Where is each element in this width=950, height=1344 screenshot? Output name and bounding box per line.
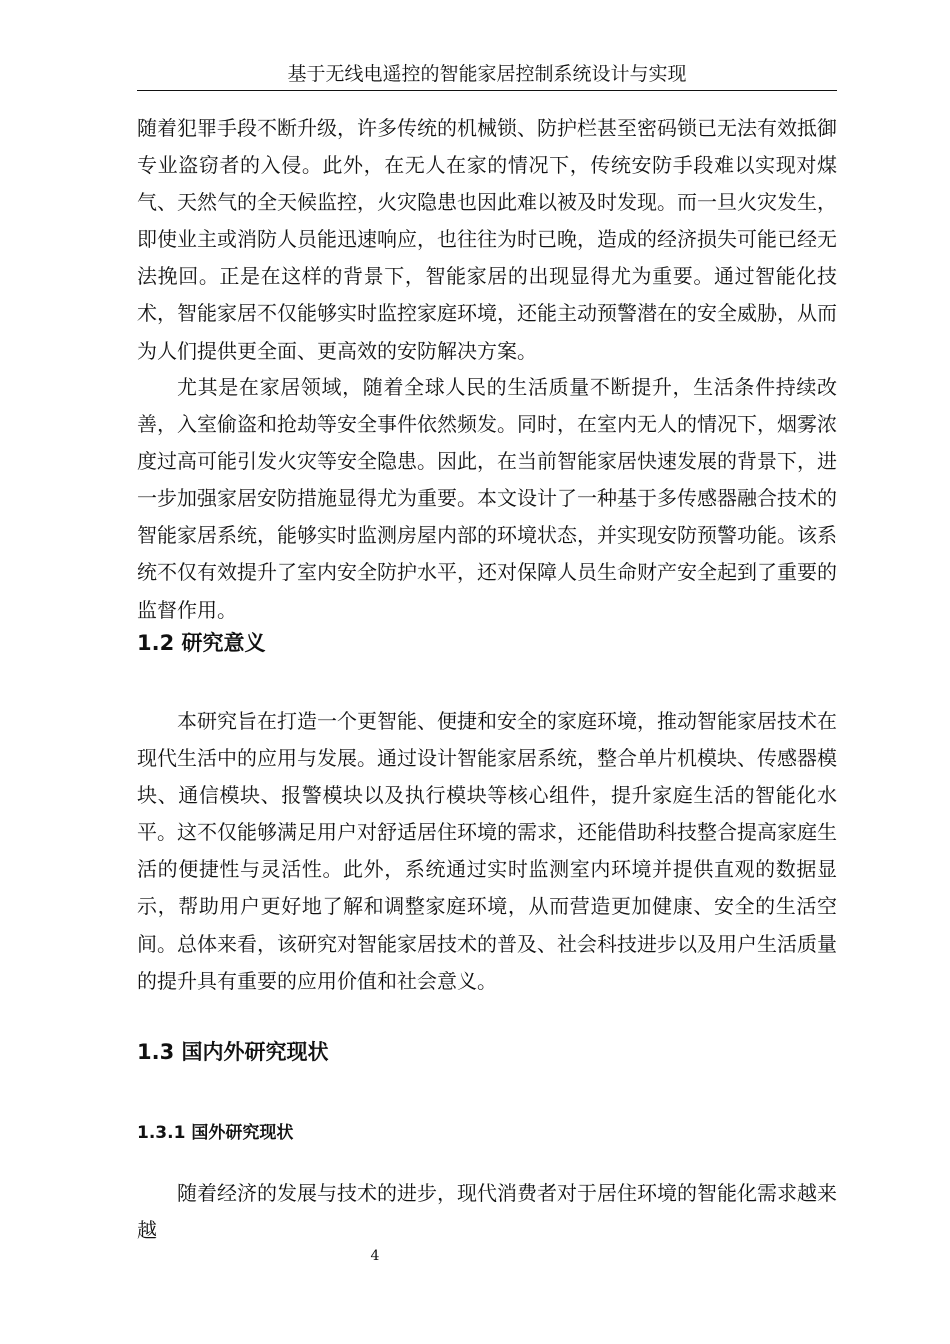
body-paragraph-3: 本研究旨在打造一个更智能、便捷和安全的家庭环境，推动智能家居技术在现代生活中的应用与发展。通过设计智能家居系统，整合单片机模块、传感器模块、通信模块、报警模块以及执行模块等核心组件，提升家庭生活的智能化水平。这不仅能够满足用户对舒适居住环境的需求，还能借助科技整合提高家庭生活的便捷性与灵活性。此外，系统通过实时监测室内环境并提供直观的数据显示，帮助用户更好地了解和调整家庭环境，从而营造更加健康、安全的生活空间。总体来看，该研究对智能家居技术的普及、社会科技进步以及用户生活质量的提升具有重要的应用价值和社会意义。: [137, 709, 837, 993]
subsection-heading-1-3-1: 1.3.1 国外研究现状: [137, 1123, 294, 1143]
body-paragraph-2: 尤其是在家居领域，随着全球人民的生活质量不断提升，生活条件持续改善，入室偷盗和抢劫等安全事件依然频发。同时，在室内无人的情况下，烟雾浓度过高可能引发火灾等安全隐患。因此，在当前智能家居快速发展的背景下，进一步加强家居安防措施显得尤为重要。本文设计了一种基于多传感器融合技术的智能家居系统，能够实时监测房屋内部的环境状态，并实现安防预警功能。该系统不仅有效提升了室内安全防护水平，还对保障人员生命财产安全起到了重要的监督作用。: [137, 375, 837, 622]
section-heading-1-3: 1.3 国内外研究现状: [137, 1040, 329, 1064]
body-paragraph-4: 随着经济的发展与技术的进步，现代消费者对于居住环境的智能化需求越来越: [137, 1181, 837, 1243]
body-paragraph-1: 随着犯罪手段不断升级，许多传统的机械锁、防护栏甚至密码锁已无法有效抵御专业盗窃者的入侵。此外，在无人在家的情况下，传统安防手段难以实现对煤气、天然气的全天候监控，火灾隐患也因此难以被及时发现。而一旦火灾发生，即使业主或消防人员能迅速响应，也往往为时已晚，造成的经济损失可能已经无法挽回。正是在这样的背景下，智能家居的出现显得尤为重要。通过智能化技术，智能家居不仅能够实时监控家庭环境，还能主动预警潜在的安全威胁，从而为人们提供更全面、更高效的安防解决方案。: [137, 116, 837, 363]
running-header: 基于无线电遥控的智能家居控制系统设计与实现: [137, 60, 837, 91]
section-heading-1-2: 1.2 研究意义: [137, 631, 266, 655]
page-number: 4: [370, 1248, 380, 1264]
